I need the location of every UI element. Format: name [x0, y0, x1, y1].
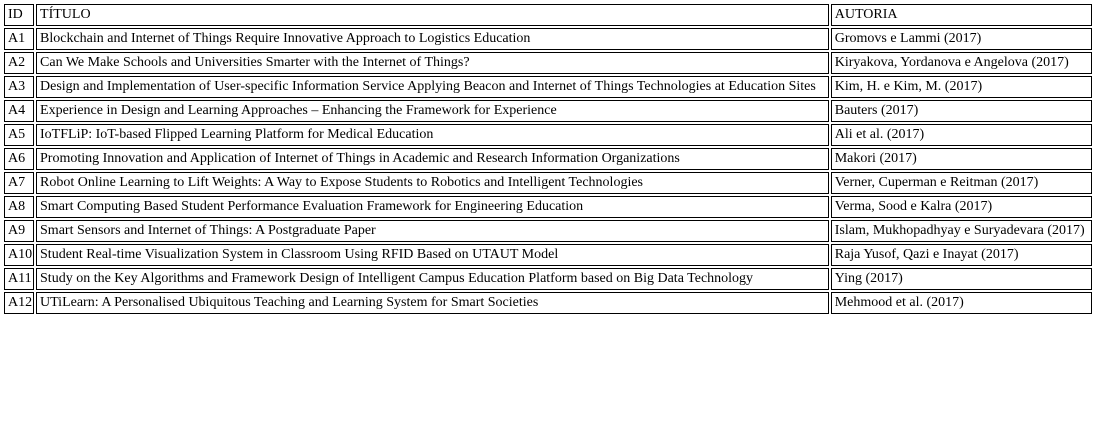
- cell-title: Smart Computing Based Student Performance Evaluation Framework for Engineering Education: [36, 196, 829, 218]
- cell-title: Experience in Design and Learning Approaches – Enhancing the Framework for Experience: [36, 100, 829, 122]
- table-row: [4, 52, 1092, 74]
- cell-id: A5: [4, 124, 34, 146]
- cell-author: Islam, Mukhopadhyay e Suryadevara (2017): [831, 220, 1092, 242]
- table-row: [4, 268, 1092, 290]
- header-row: [4, 4, 1092, 26]
- table-row: [4, 124, 1092, 146]
- cell-title: Design and Implementation of User-specific Information Service Applying Beacon and Internet of Things Technologies at Education Sites: [36, 76, 829, 98]
- cell-author: Gromovs e Lammi (2017): [831, 28, 1092, 50]
- header-id: ID: [4, 4, 34, 26]
- cell-author: Mehmood et al. (2017): [831, 292, 1092, 314]
- cell-id: A4: [4, 100, 34, 122]
- table-row: [4, 148, 1092, 170]
- cell-author: Bauters (2017): [831, 100, 1092, 122]
- table-row: [4, 100, 1092, 122]
- table-row: [4, 172, 1092, 194]
- cell-id: A3: [4, 76, 34, 98]
- cell-id: A2: [4, 52, 34, 74]
- cell-author: Ying (2017): [831, 268, 1092, 290]
- cell-title: UTiLearn: A Personalised Ubiquitous Teaching and Learning System for Smart Societies: [36, 292, 829, 314]
- cell-id: A1: [4, 28, 34, 50]
- cell-title: Smart Sensors and Internet of Things: A Postgraduate Paper: [36, 220, 829, 242]
- cell-title: IoTFLiP: IoT-based Flipped Learning Platform for Medical Education: [36, 124, 829, 146]
- cell-id: A10: [4, 244, 34, 266]
- cell-title: Student Real-time Visualization System in Classroom Using RFID Based on UTAUT Model: [36, 244, 829, 266]
- table-row: [4, 292, 1092, 314]
- table-body: [4, 28, 1092, 314]
- cell-author: Ali et al. (2017): [831, 124, 1092, 146]
- cell-title: Robot Online Learning to Lift Weights: A Way to Expose Students to Robotics and Intelligent Technologies: [36, 172, 829, 194]
- cell-author: Makori (2017): [831, 148, 1092, 170]
- cell-id: A12: [4, 292, 34, 314]
- cell-author: Verner, Cuperman e Reitman (2017): [831, 172, 1092, 194]
- cell-author: Kiryakova, Yordanova e Angelova (2017): [831, 52, 1092, 74]
- table-row: [4, 220, 1092, 242]
- cell-title: Blockchain and Internet of Things Require Innovative Approach to Logistics Education: [36, 28, 829, 50]
- references-table: [2, 2, 1094, 316]
- cell-title: Study on the Key Algorithms and Framework Design of Intelligent Campus Education Platform based on Big Data Technology: [36, 268, 829, 290]
- cell-author: Raja Yusof, Qazi e Inayat (2017): [831, 244, 1092, 266]
- table-row: [4, 244, 1092, 266]
- table-row: [4, 196, 1092, 218]
- cell-title: Promoting Innovation and Application of Internet of Things in Academic and Research Information Organizations: [36, 148, 829, 170]
- table-row: [4, 76, 1092, 98]
- cell-id: A7: [4, 172, 34, 194]
- cell-id: A11: [4, 268, 34, 290]
- header-author: AUTORIA: [831, 4, 1092, 26]
- cell-id: A8: [4, 196, 34, 218]
- cell-id: A9: [4, 220, 34, 242]
- cell-author: Kim, H. e Kim, M. (2017): [831, 76, 1092, 98]
- cell-title: Can We Make Schools and Universities Smarter with the Internet of Things?: [36, 52, 829, 74]
- header-title: TÍTULO: [36, 4, 829, 26]
- table-row: [4, 28, 1092, 50]
- cell-author: Verma, Sood e Kalra (2017): [831, 196, 1092, 218]
- cell-id: A6: [4, 148, 34, 170]
